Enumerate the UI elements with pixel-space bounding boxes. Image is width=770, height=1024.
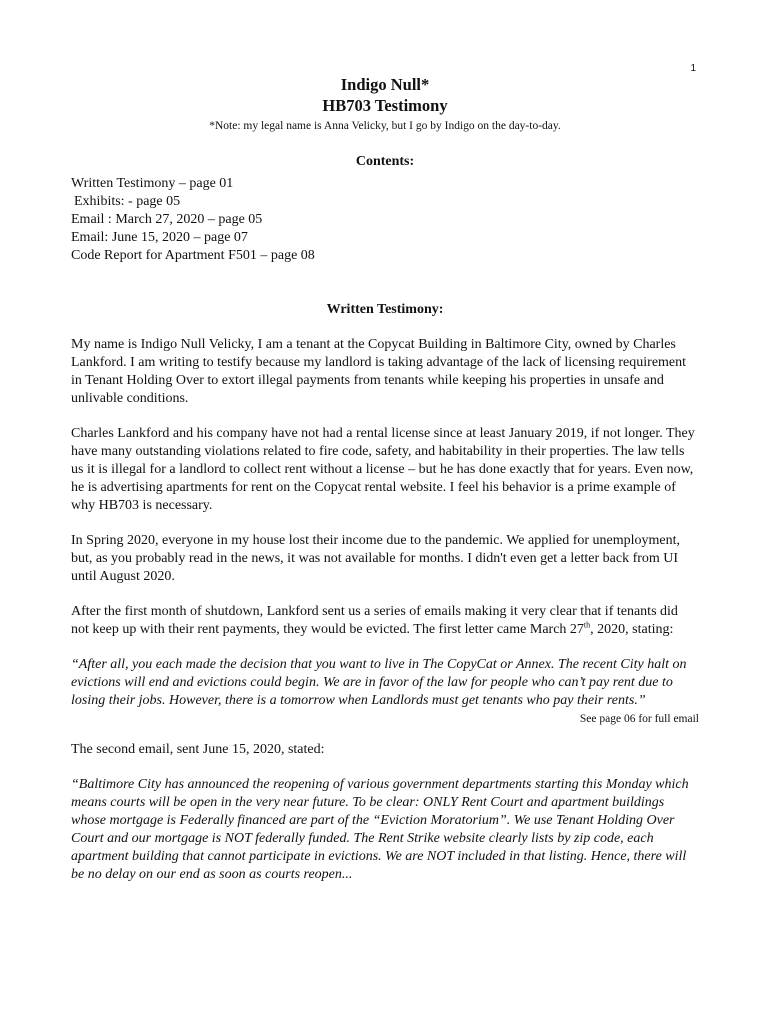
- testimony-paragraph-2: Charles Lankford and his company have not had a rental license since at least January 2019, if not longer. They have many outstanding violations related to fire code, safety, and habitability in their properties. The law tells us it is illegal for a landlord to collect rent without a license – but he has done exactly that for years. Even now, he is advertising apartments for rent on the Copycat rental website. I feel his behavior is a prime example of why HB703 is necessary.: [71, 426, 695, 513]
- ordinal-suffix: th: [583, 620, 591, 630]
- testimony-paragraph-1: My name is Indigo Null Velicky, I am a tenant at the Copycat Building in Baltimore City, owned by Charles Lankford. I am writing to testify because my landlord is taking advantage of the lack of licensing requirement in Tenant Holding Over to extort illegal payments from tenants while keeping his properties in unsafe and unlivable conditions.: [71, 337, 687, 406]
- toc-item-exhibits: Exhibits: - page 05: [74, 194, 181, 209]
- document-content: [71, 74, 699, 884]
- author-name: Indigo Null*: [340, 75, 430, 94]
- email-quote-2: “Baltimore City has announced the reopening of various government departments starting this Monday which means courts will be open in the very near future. To be clear: ONLY Rent Court and apartment buildings whose mortgage is Federally financed are part of the “Eviction Moratorium”. We use Tenant Holding Over Court and our mortgage is NOT federally funded. The Rent Strike website clearly lists by zip code, each apartment building that cannot participate in evictions. We are NOT included in that listing. Hence, there will be no delay on our end as soon as courts reopen...: [71, 777, 689, 882]
- paragraph-4-text: After the first month of shutdown, Lankford sent us a series of emails making it very clear that if tenants did not keep up with their rent payments, they would be evicted. The first letter came March 27: [71, 604, 678, 637]
- name-note: *Note: my legal name is Anna Velicky, but I go by Indigo on the day-to-day.: [209, 120, 561, 132]
- testimony-paragraph-3: In Spring 2020, everyone in my house lost their income due to the pandemic. We applied for unemployment, but, as you probably read in the news, it was not available for months. I didn't even get a letter back from UI until August 2020.: [71, 533, 681, 584]
- second-email-intro: The second email, sent June 15, 2020, stated:: [71, 742, 325, 757]
- email-quote-1-reference: See page 06 for full email: [579, 713, 699, 725]
- page-number: 1: [690, 63, 696, 74]
- toc-item-email-march: Email : March 27, 2020 – page 05: [71, 212, 263, 227]
- contents-heading: Contents:: [355, 154, 415, 169]
- testimony-paragraph-4: [71, 603, 699, 639]
- written-testimony-heading: Written Testimony:: [326, 302, 444, 317]
- paragraph-4-text-end: , 2020, stating:: [590, 622, 674, 637]
- document-title: HB703 Testimony: [322, 96, 448, 115]
- toc-item-written-testimony: Written Testimony – page 01: [71, 176, 234, 191]
- table-of-contents: [71, 175, 699, 265]
- toc-item-code-report: Code Report for Apartment F501 – page 08: [71, 248, 315, 263]
- email-quote-1: “After all, you each made the decision that you want to live in The CopyCat or Annex. The recent City halt on evictions will end and evictions could begin. We are in favor of the law for people who can’t pay rent due to losing their jobs. However, there is a tomorrow when Landlords must get tenants who pay their rents.”: [71, 657, 687, 708]
- toc-item-email-june: Email: June 15, 2020 – page 07: [71, 230, 248, 245]
